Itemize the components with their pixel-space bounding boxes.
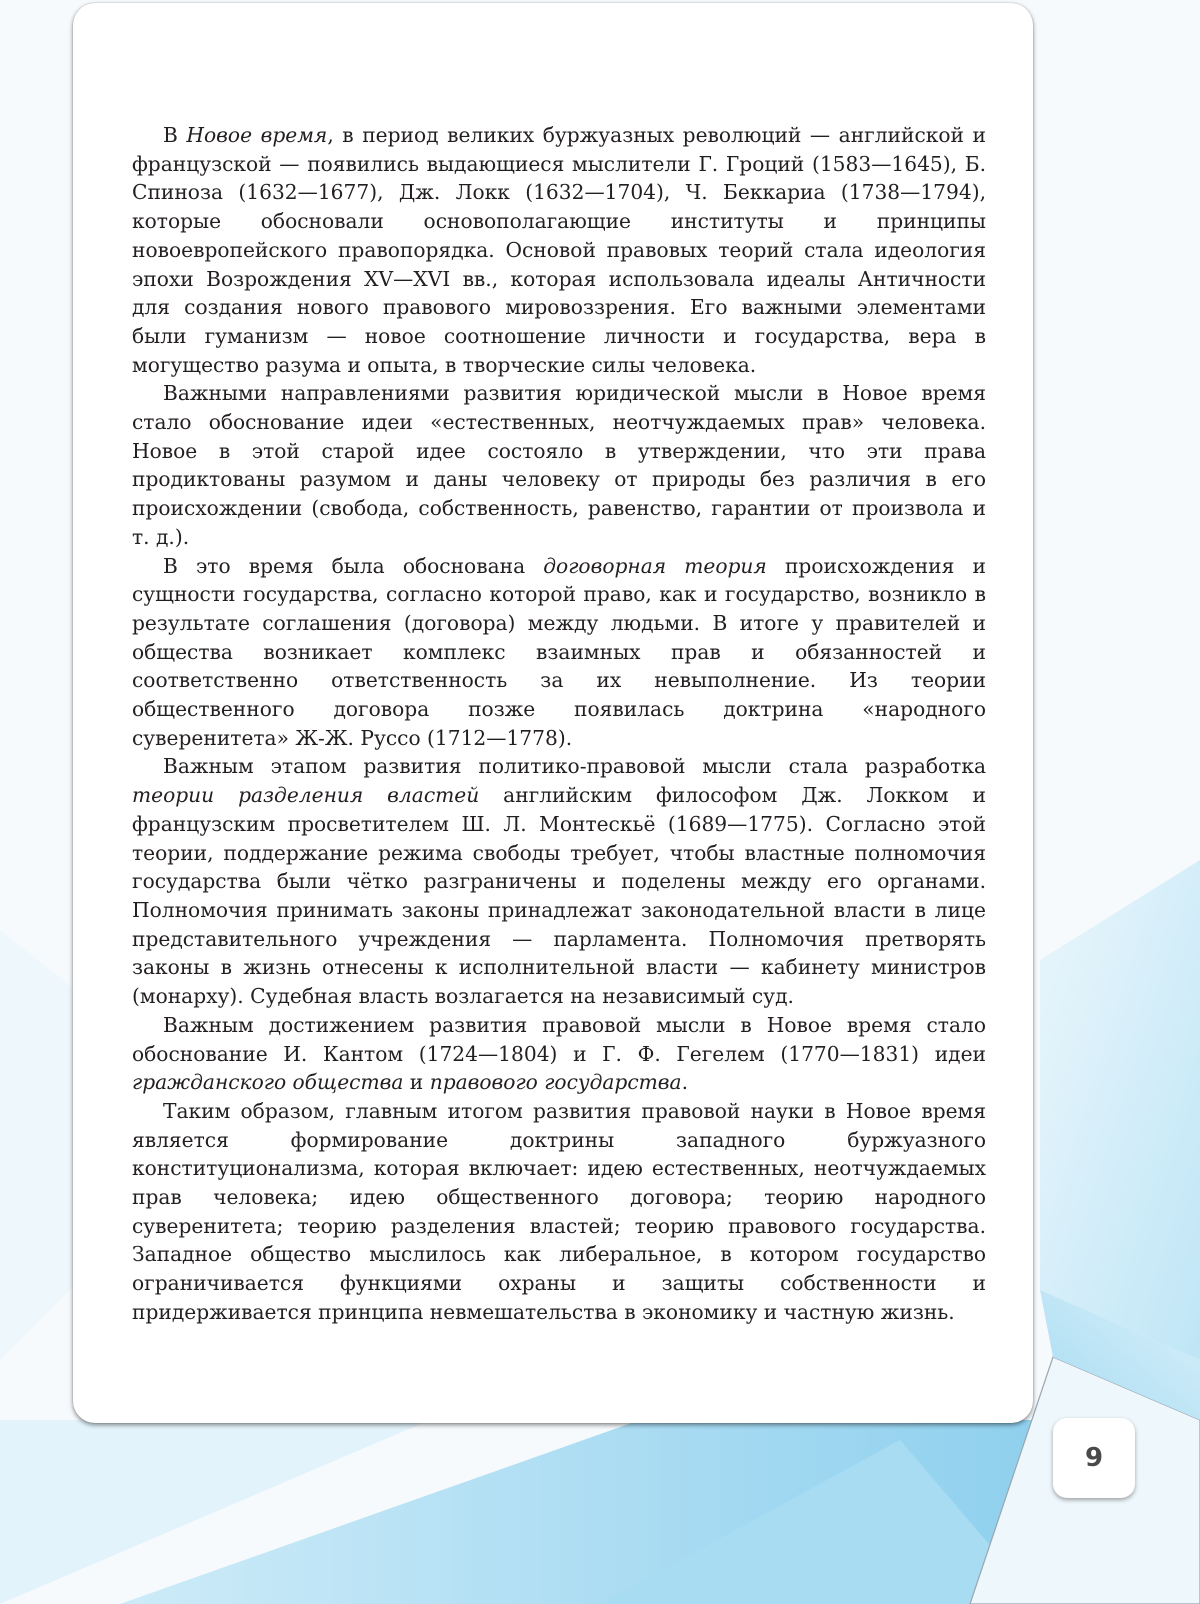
paragraph-2: Важными направлениями развития юридической мысли в Новое время стало обоснование идеи «естественных, неотчуждаемых прав» человека. Новое в этой старой идее состояло в утверждении, что эти права продиктованы разумом и даны человеку от природы без различия в его происхождении (свобода, собственность, равенство, гарантии от произвола и т. д.). (132, 381, 986, 549)
paragraph-1: В Новое время, в период великих буржуазных революций — английской и французской — появились выдающиеся мыслители Г. Гроций (1583—1645), Б. Спиноза (1632—1677), Дж. Локк (1632—1704), Ч. Беккариа (1738—1794), которые обосновали основополагающие институты и принципы новоевропейского правопорядка. Основой правовых теорий стала идеология эпохи Возрождения XV—XVI вв., которая использовала идеалы Античности для создания нового правового мировоззрения. Его важными элементами были гуманизм — новое соотношение личности и государства, вера в могущество разума и опыта, в творческие силы человека. (132, 123, 987, 377)
page-number-badge (1053, 1418, 1135, 1498)
paragraph-5: Важным достижением развития правовой мысли в Новое время стало обоснование И. Кантом (1724—1804) и Г. Ф. Гегелем (1770—1831) идеи гражданского общества и правового государства. (132, 1012, 986, 1095)
paragraph-3: В это время была обоснована договорная теория происхождения и сущности государства, согласно которой право, как и государство, возникло в результате соглашения (договора) между людьми. В итоге у правителей и общества возникает комплекс взаимных прав и обязанностей и соответственно ответственность за их невыполнение. Из теории общественного договора позже появилась доктрина «народного суверенитета» Ж-Ж. Руссо (1712—1778). (132, 553, 986, 750)
paragraph-4: Важным этапом развития политико-правовой мысли стала разработка теории разделения властей английским философом Дж. Локком и французским просветителем Ш. Л. Монтескьё (1689—1775). Согласно этой теории, поддержание режима свободы требует, чтобы властные полномочия государства были чётко разграничены и поделены между его органами. Полномочия принимать законы принадлежат законодательной власти в лице представительного учреждения — парламента. Полномочия претворять законы в жизнь отнесены к исполнительной власти — кабинету министров (монарху). Судебная власть возлагается на независимый суд. (132, 754, 987, 1009)
paragraph-6: Таким образом, главным итогом развития правовой науки в Новое время является формирование доктрины западного буржуазного конституционализма, которая включает: идею естественных, неотчуждаемых прав человека; идею общественного договора; теорию народного суверенитета; теорию разделения властей; теорию правового государства. Западное общество мыслилось как либеральное, в котором государство ограничивается функциями охраны и защиты собственности и придерживается принципа невмешательства в экономику и частную жизнь. (132, 1098, 986, 1324)
page-number: 9 (1084, 1443, 1104, 1473)
content-card (73, 3, 1033, 1423)
body-text (132, 121, 986, 1327)
